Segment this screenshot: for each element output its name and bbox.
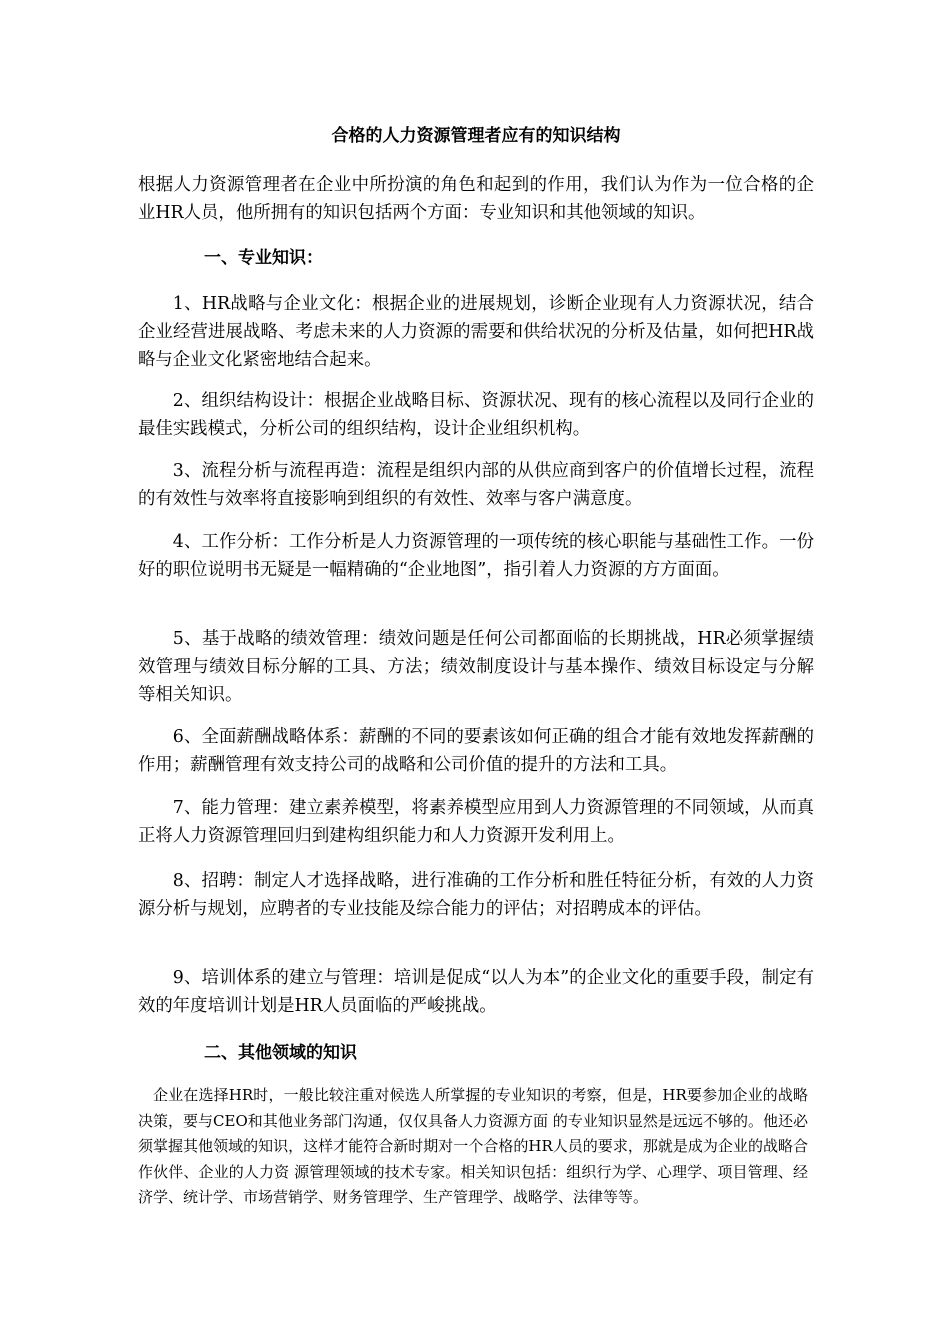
list-item: 5、基于战略的绩效管理：绩效问题是任何公司都面临的长期挑战，HR必须掌握绩效管理与绩效目标分解的工具、方法；绩效制度设计与基本操作、绩效目标设定与分解等相关知识。	[138, 629, 814, 705]
section2-paragraph: 企业在选择HR时，一般比较注重对候选人所掌握的专业知识的考察，但是，HR要参加企业的战略决策，要与CEO和其他业务部门沟通，仅仅具备人力资源方面 的专业知识显然是远远不够的。他还必须掌握其他领域的知识，这样才能符合新时期对一个合格的HR人员的要求，那就是成为企业的战略合作伙伴、企业的人力资 源管理领域的技术专家。相关知识包括：组织行为学、心理学、项目管理、经济学、统计学、市场营销学、财务管理学、生产管理学、战略学、法律等等。	[138, 1086, 808, 1206]
list-item: 3、流程分析与流程再造：流程是组织内部的从供应商到客户的价值增长过程，流程的有效性与效率将直接影响到组织的有效性、效率与客户满意度。	[138, 461, 814, 509]
section2-heading: 二、其他领域的知识	[204, 1043, 357, 1063]
section1-heading: 一、专业知识：	[204, 248, 323, 268]
intro-paragraph: 根据人力资源管理者在企业中所扮演的角色和起到的作用，我们认为作为一位合格的企业HR人员，他所拥有的知识包括两个方面：专业知识和其他领域的知识。	[138, 175, 814, 223]
list-item: 9、培训体系的建立与管理：培训是促成“以人为本”的企业文化的重要手段，制定有效的年度培训计划是HR人员面临的严峻挑战。	[138, 968, 814, 1016]
document-title: 合格的人力资源管理者应有的知识结构	[331, 126, 621, 146]
list-item: 8、招聘：制定人才选择战略，进行准确的工作分析和胜任特征分析，有效的人力资源分析与规划，应聘者的专业技能及综合能力的评估；对招聘成本的评估。	[138, 871, 814, 919]
list-item: 2、组织结构设计：根据企业战略目标、资源状况、现有的核心流程以及同行企业的最佳实践模式，分析公司的组织结构，设计企业组织机构。	[138, 391, 814, 439]
list-item: 6、全面薪酬战略体系：薪酬的不同的要素该如何正确的组合才能有效地发挥薪酬的作用；薪酬管理有效支持公司的战略和公司价值的提升的方法和工具。	[138, 727, 814, 775]
list-item: 1、HR战略与企业文化：根据企业的进展规划，诊断企业现有人力资源状况，结合企业经营进展战略、考虑未来的人力资源的需要和供给状况的分析及估量，如何把HR战略与企业文化紧密地结合起来。	[138, 294, 814, 370]
list-item: 4、工作分析：工作分析是人力资源管理的一项传统的核心职能与基础性工作。一份好的职位说明书无疑是一幅精确的“企业地图”，指引着人力资源的方方面面。	[138, 532, 814, 580]
list-item: 7、能力管理：建立素养模型，将素养模型应用到人力资源管理的不同领域，从而真正将人力资源管理回归到建构组织能力和人力资源开发利用上。	[138, 798, 814, 846]
